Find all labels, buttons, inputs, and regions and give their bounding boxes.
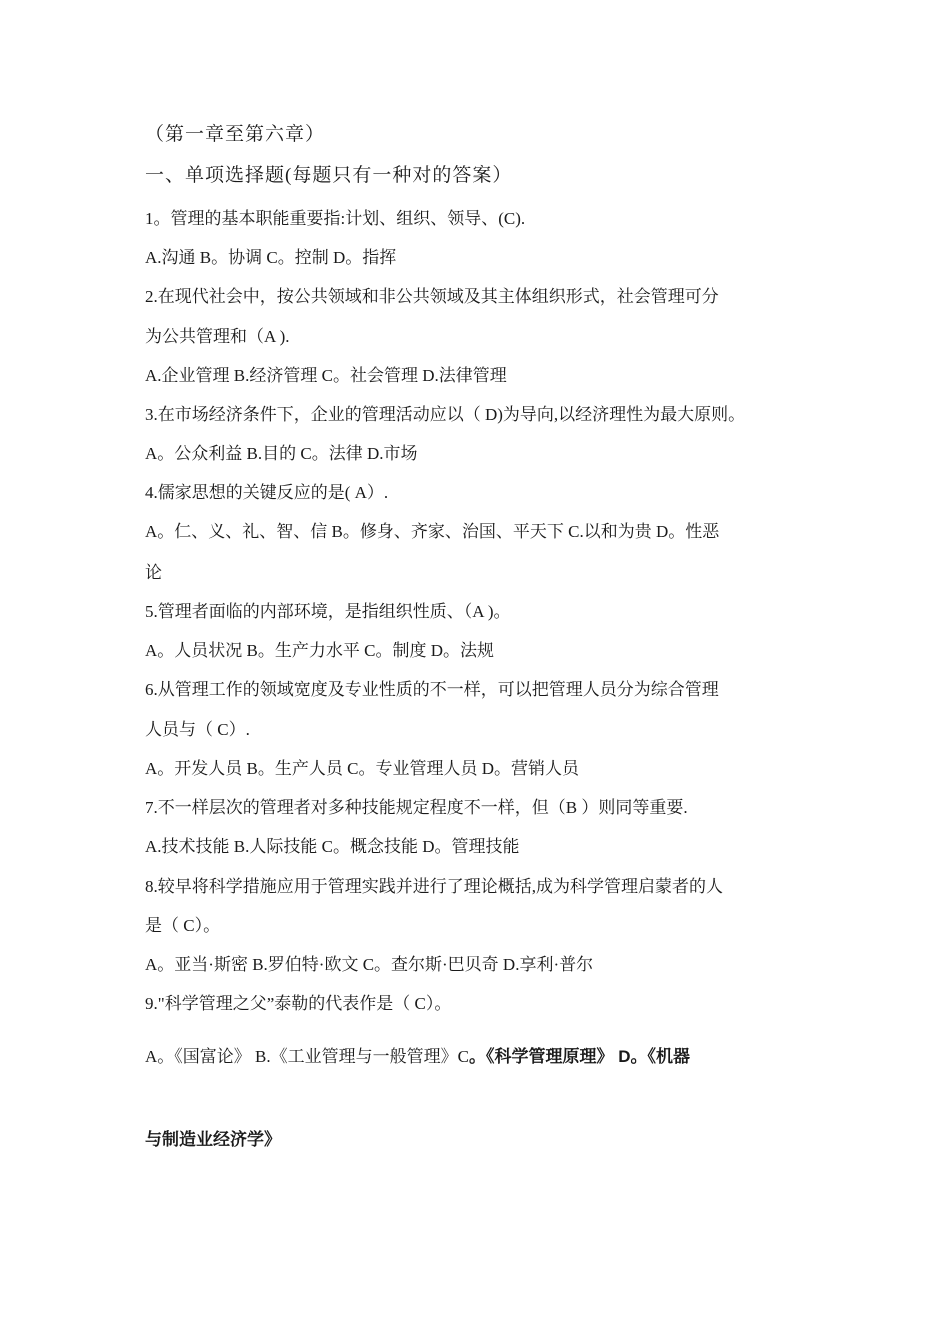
question-5-stem: 5.管理者面临的内部环境，是指组织性质、（A )。 <box>145 602 511 621</box>
question-2-options: A.企业管理 B.经济管理 C。社会管理 D.法律管理 <box>145 366 507 385</box>
question-6-options: A。开发人员 B。生产人员 C。专业管理人员 D。营销人员 <box>145 759 579 778</box>
question-8-stem-cont: 是（ C）。 <box>145 916 221 935</box>
question-9-options <box>145 1046 690 1068</box>
question-3-options: A。公众利益 B.目的 C。法律 D.市场 <box>145 444 418 463</box>
question-7-options: A.技术技能 B.人际技能 C。概念技能 D。管理技能 <box>145 837 520 856</box>
section-title: 一、单项选择题(每题只有一种对的答案） <box>145 165 513 186</box>
question-4-options-cont: 论 <box>145 563 162 582</box>
question-7-stem: 7.不一样层次的管理者对多种技能规定程度不一样，但（B ）则同等重要. <box>145 798 688 817</box>
question-6-stem: 6.从管理工作的领域宽度及专业性质的不一样，可以把管理人员分为综合管理 <box>145 680 719 699</box>
question-9-stem: 9."科学管理之父”泰勒的代表作是（ C）。 <box>145 994 452 1013</box>
question-9-options-part-a: A。《国富论》 B.《工业管理与一般管理》C <box>145 1047 469 1066</box>
question-2-stem: 2.在现代社会中，按公共领域和非公共领域及其主体组织形式，社会管理可分 <box>145 287 719 306</box>
question-4-stem: 4.儒家思想的关键反应的是( A）. <box>145 483 389 502</box>
question-8-options: A。亚当·斯密 B.罗伯特·欧文 C。查尔斯·巴贝奇 D.享利·普尔 <box>145 955 594 974</box>
question-1-stem: 1。管理的基本职能重要指:计划、组织、领导、(C). <box>145 209 526 228</box>
question-5-options: A。人员状况 B。生产力水平 C。制度 D。法规 <box>145 641 494 660</box>
question-4-options: A。仁、义、礼、智、信 B。修身、齐家、治国、平天下 C.以和为贵 D。性恶 <box>145 522 720 541</box>
chapter-range: （第一章至第六章） <box>145 124 326 145</box>
question-9-options-cont: 与制造业经济学》 <box>145 1130 281 1149</box>
question-8-stem: 8.较早将科学措施应用于管理实践并进行了理论概括,成为科学管理启蒙者的人 <box>145 877 723 896</box>
question-1-options: A.沟通 B。协调 C。控制 D。指挥 <box>145 248 397 267</box>
question-2-stem-cont: 为公共管理和（A ). <box>145 327 290 346</box>
question-6-stem-cont: 人员与（ C）. <box>145 720 250 739</box>
question-9-options-part-b: 。《科学管理原理》 D。《机器 <box>468 1047 690 1066</box>
question-3-stem: 3.在市场经济条件下，企业的管理活动应以（ D)为导向,以经济理性为最大原则。 <box>145 405 746 424</box>
